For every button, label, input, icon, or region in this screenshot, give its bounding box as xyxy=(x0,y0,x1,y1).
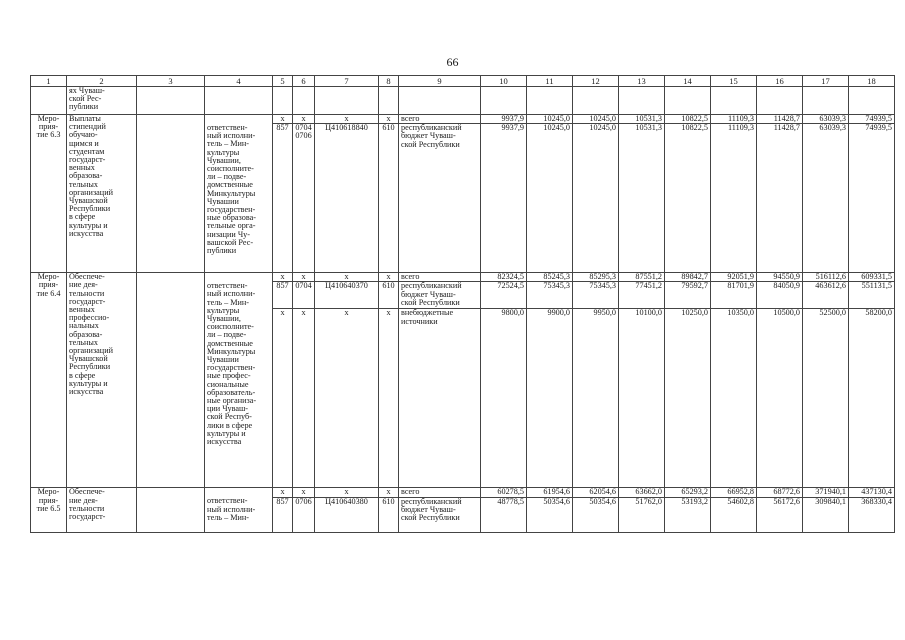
value-year-18: 74939,5 xyxy=(849,115,895,124)
expense-type: 610 xyxy=(379,124,399,273)
target-article: x xyxy=(315,115,379,124)
value-year-11: 9900,0 xyxy=(527,309,573,488)
cell-col-3 xyxy=(137,87,205,115)
header-cell-4: 4 xyxy=(205,76,273,87)
value-year-14: 89842,7 xyxy=(665,273,711,282)
cell-col-14 xyxy=(665,87,711,115)
funding-source: внебюджетные источники xyxy=(399,309,481,488)
header-cell-9: 9 xyxy=(399,76,481,87)
measure-id: Меро- прия- тие 6.4 xyxy=(31,273,67,488)
funding-source: республиканский бюджет Чуваш- ской Республики xyxy=(399,124,481,273)
value-year-11: 75345,3 xyxy=(527,282,573,309)
value-year-12: 85295,3 xyxy=(573,273,619,282)
table-row xyxy=(31,273,895,282)
ministry-code: x xyxy=(273,488,293,497)
value-year-14: 10822,5 xyxy=(665,124,711,273)
value-year-13: 10531,3 xyxy=(619,124,665,273)
measure-name: Выплаты стипендий обучаю- щимся и студентам государст- венных образова- тельных организаций Чувашской Республики в сфере культуры и искусства xyxy=(67,115,137,273)
cell-col-12 xyxy=(573,87,619,115)
target-article: Ц410618840 xyxy=(315,124,379,273)
value-year-12: 75345,3 xyxy=(573,282,619,309)
value-year-10: 48778,5 xyxy=(481,497,527,532)
table-row xyxy=(31,115,895,124)
cell-col-17 xyxy=(803,87,849,115)
value-year-10: 9800,0 xyxy=(481,309,527,488)
value-year-13: 10531,3 xyxy=(619,115,665,124)
table-row xyxy=(31,488,895,497)
value-year-15: 54602,8 xyxy=(711,497,757,532)
header-cell-12: 12 xyxy=(573,76,619,87)
value-year-10: 82324,5 xyxy=(481,273,527,282)
value-year-17: 63039,3 xyxy=(803,115,849,124)
value-year-16: 56172,6 xyxy=(757,497,803,532)
section-code: x xyxy=(293,488,315,497)
header-cell-3: 3 xyxy=(137,76,205,87)
value-year-14: 10250,0 xyxy=(665,309,711,488)
funding-source: республиканский бюджет Чуваш- ской Республики xyxy=(399,497,481,532)
ministry-code: x xyxy=(273,273,293,282)
cell-col-11 xyxy=(527,87,573,115)
value-year-13: 77451,2 xyxy=(619,282,665,309)
empty-col-3 xyxy=(137,115,205,273)
value-year-14: 53193,2 xyxy=(665,497,711,532)
empty-col-3 xyxy=(137,273,205,488)
cell-col-18 xyxy=(849,87,895,115)
target-article: x xyxy=(315,488,379,497)
ministry-code: x xyxy=(273,115,293,124)
value-year-11: 85245,3 xyxy=(527,273,573,282)
value-year-11: 50354,6 xyxy=(527,497,573,532)
value-year-13: 10100,0 xyxy=(619,309,665,488)
value-year-18: 437130,4 xyxy=(849,488,895,497)
value-year-14: 10822,5 xyxy=(665,115,711,124)
header-cell-14: 14 xyxy=(665,76,711,87)
cell-col-10 xyxy=(481,87,527,115)
value-year-10: 9937,9 xyxy=(481,115,527,124)
cell-col-1 xyxy=(31,87,67,115)
header-cell-2: 2 xyxy=(67,76,137,87)
value-year-17: 52500,0 xyxy=(803,309,849,488)
value-year-18: 609331,5 xyxy=(849,273,895,282)
cell-col-9 xyxy=(399,87,481,115)
value-year-17: 463612,6 xyxy=(803,282,849,309)
value-year-12: 50354,6 xyxy=(573,497,619,532)
cell-col-13 xyxy=(619,87,665,115)
value-year-18: 74939,5 xyxy=(849,124,895,273)
funding-source: всего xyxy=(399,273,481,282)
value-year-16: 11428,7 xyxy=(757,124,803,273)
funding-source: республиканский бюджет Чуваш- ской Республики xyxy=(399,282,481,309)
value-year-15: 11109,3 xyxy=(711,115,757,124)
value-year-15: 92051,9 xyxy=(711,273,757,282)
measure-id: Меро- прия- тие 6.3 xyxy=(31,115,67,273)
expense-type: 610 xyxy=(379,497,399,532)
value-year-16: 94550,9 xyxy=(757,273,803,282)
expense-type: x xyxy=(379,309,399,488)
expense-type: 610 xyxy=(379,282,399,309)
cell-col-6 xyxy=(293,87,315,115)
value-year-10: 9937,9 xyxy=(481,124,527,273)
header-cell-17: 17 xyxy=(803,76,849,87)
expense-type: x xyxy=(379,273,399,282)
ministry-code: 857 xyxy=(273,282,293,309)
funding-source: всего xyxy=(399,488,481,497)
cell-col-4 xyxy=(205,87,273,115)
value-year-11: 10245,0 xyxy=(527,115,573,124)
header-cell-13: 13 xyxy=(619,76,665,87)
value-year-13: 87551,2 xyxy=(619,273,665,282)
cell-col-7 xyxy=(315,87,379,115)
value-year-17: 516112,6 xyxy=(803,273,849,282)
target-article: Ц410640370 xyxy=(315,282,379,309)
section-code: x xyxy=(293,309,315,488)
value-year-12: 62054,6 xyxy=(573,488,619,497)
value-year-11: 61954,6 xyxy=(527,488,573,497)
value-year-16: 68772,6 xyxy=(757,488,803,497)
header-cell-18: 18 xyxy=(849,76,895,87)
value-year-16: 10500,0 xyxy=(757,309,803,488)
section-code: x xyxy=(293,273,315,282)
ministry-code: x xyxy=(273,309,293,488)
header-cell-11: 11 xyxy=(527,76,573,87)
value-year-16: 11428,7 xyxy=(757,115,803,124)
header-cell-7: 7 xyxy=(315,76,379,87)
value-year-15: 10350,0 xyxy=(711,309,757,488)
table-row xyxy=(31,87,895,115)
value-year-17: 371940,1 xyxy=(803,488,849,497)
responsible-executor: ответствен- ный исполни- тель – Мин- xyxy=(205,488,273,532)
measure-id: Меро- прия- тие 6.5 xyxy=(31,488,67,532)
responsible-executor: ответствен- ный исполни- тель – Мин- культуры Чувашии, соисполните- ли – подве- домственные Минкультуры Чувашии государствен- ные профес- сиональные образователь- ные организа- ции Чуваш- ской Респуб- лики в сфере культуры и искусства xyxy=(205,273,273,488)
value-year-14: 65293,2 xyxy=(665,488,711,497)
value-year-17: 309840,1 xyxy=(803,497,849,532)
responsible-executor: ответствен- ный исполни- тель – Мин- культуры Чувашии, соисполните- ли – подве- домственные Минкультуры Чувашии государствен- ные образова- тельные орга- низации Чу- вашской Рес- публики xyxy=(205,115,273,273)
section-code: 0704 0706 xyxy=(293,124,315,273)
budget-table xyxy=(30,75,895,533)
value-year-11: 10245,0 xyxy=(527,124,573,273)
value-year-18: 551131,5 xyxy=(849,282,895,309)
value-year-15: 11109,3 xyxy=(711,124,757,273)
section-code: 0704 xyxy=(293,282,315,309)
header-row xyxy=(31,76,895,87)
measure-name: Обеспече- ние дея- тельности государст- венных профессио- нальных образова- тельных организаций Чувашской Республики в сфере культуры и искусства xyxy=(67,273,137,488)
value-year-13: 51762,0 xyxy=(619,497,665,532)
value-year-10: 60278,5 xyxy=(481,488,527,497)
empty-col-3 xyxy=(137,488,205,532)
value-year-14: 79592,7 xyxy=(665,282,711,309)
expense-type: x xyxy=(379,115,399,124)
cell-col-16 xyxy=(757,87,803,115)
value-year-18: 368330,4 xyxy=(849,497,895,532)
ministry-code: 857 xyxy=(273,124,293,273)
funding-source: всего xyxy=(399,115,481,124)
target-article: x xyxy=(315,273,379,282)
value-year-15: 66952,8 xyxy=(711,488,757,497)
measure-name: Обеспече- ние дея- тельности государст- xyxy=(67,488,137,532)
value-year-16: 84050,9 xyxy=(757,282,803,309)
page-number: 66 xyxy=(446,55,459,69)
expense-type: x xyxy=(379,488,399,497)
cell-col-5 xyxy=(273,87,293,115)
ministry-code: 857 xyxy=(273,497,293,532)
value-year-15: 81701,9 xyxy=(711,282,757,309)
section-code: x xyxy=(293,115,315,124)
value-year-12: 10245,0 xyxy=(573,124,619,273)
target-article: x xyxy=(315,309,379,488)
value-year-12: 10245,0 xyxy=(573,115,619,124)
header-cell-6: 6 xyxy=(293,76,315,87)
header-cell-8: 8 xyxy=(379,76,399,87)
header-cell-5: 5 xyxy=(273,76,293,87)
target-article: Ц410640380 xyxy=(315,497,379,532)
value-year-18: 58200,0 xyxy=(849,309,895,488)
value-year-10: 72524,5 xyxy=(481,282,527,309)
cell-col-15 xyxy=(711,87,757,115)
value-year-17: 63039,3 xyxy=(803,124,849,273)
cell-col-8 xyxy=(379,87,399,115)
header-cell-10: 10 xyxy=(481,76,527,87)
value-year-13: 63662,0 xyxy=(619,488,665,497)
header-cell-16: 16 xyxy=(757,76,803,87)
header-cell-1: 1 xyxy=(31,76,67,87)
value-year-12: 9950,0 xyxy=(573,309,619,488)
header-cell-15: 15 xyxy=(711,76,757,87)
cell-col-2: ях Чуваш- ской Рес- публики xyxy=(67,87,137,115)
section-code: 0706 xyxy=(293,497,315,532)
